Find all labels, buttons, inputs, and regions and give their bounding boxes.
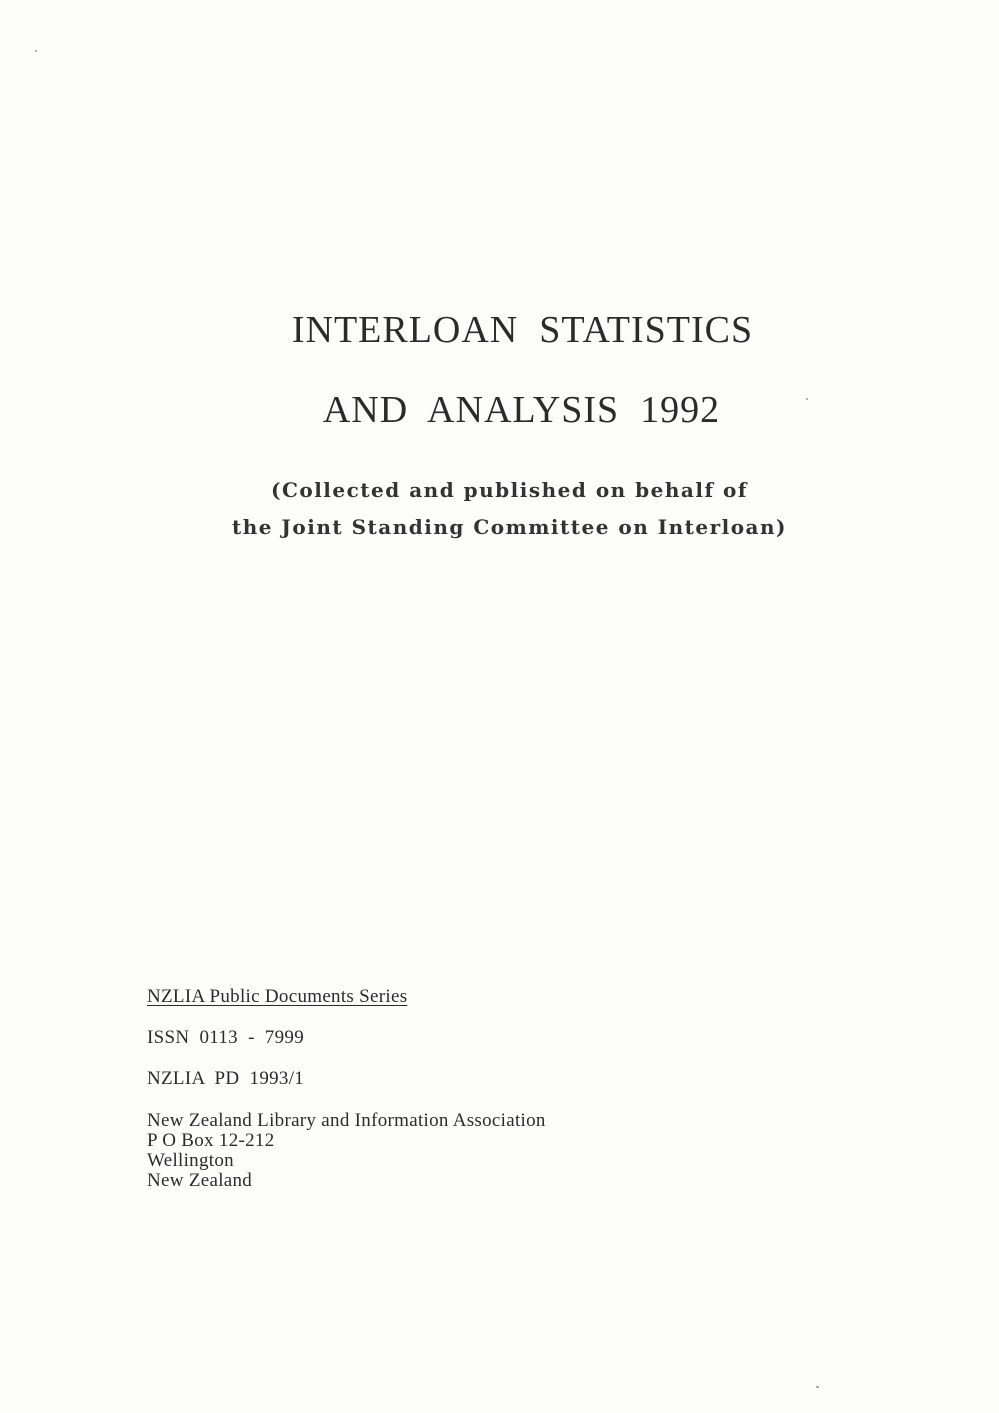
document-subtitle-line-1: (Collected and published on behalf of — [270, 478, 748, 502]
address-organisation: New Zealand Library and Information Association — [147, 1110, 546, 1131]
address-po-box: P O Box 12-212 — [147, 1130, 275, 1151]
address-country: New Zealand — [147, 1170, 253, 1191]
issn-number: ISSN 0113 - 7999 — [147, 1027, 305, 1048]
document-title-line-2: AND ANALYSIS 1992 — [322, 389, 721, 431]
publisher-address — [147, 1111, 546, 1191]
document-title-line-1: INTERLOAN STATISTICS — [291, 309, 754, 351]
scan-speck — [806, 398, 808, 400]
series-name: NZLIA Public Documents Series — [147, 986, 408, 1007]
document-subtitle-line-2: the Joint Standing Committee on Interloan) — [231, 515, 788, 539]
publication-number: NZLIA PD 1993/1 — [147, 1068, 305, 1089]
address-city: Wellington — [147, 1150, 234, 1171]
scan-speck — [35, 50, 37, 52]
scan-speck — [816, 1386, 819, 1388]
